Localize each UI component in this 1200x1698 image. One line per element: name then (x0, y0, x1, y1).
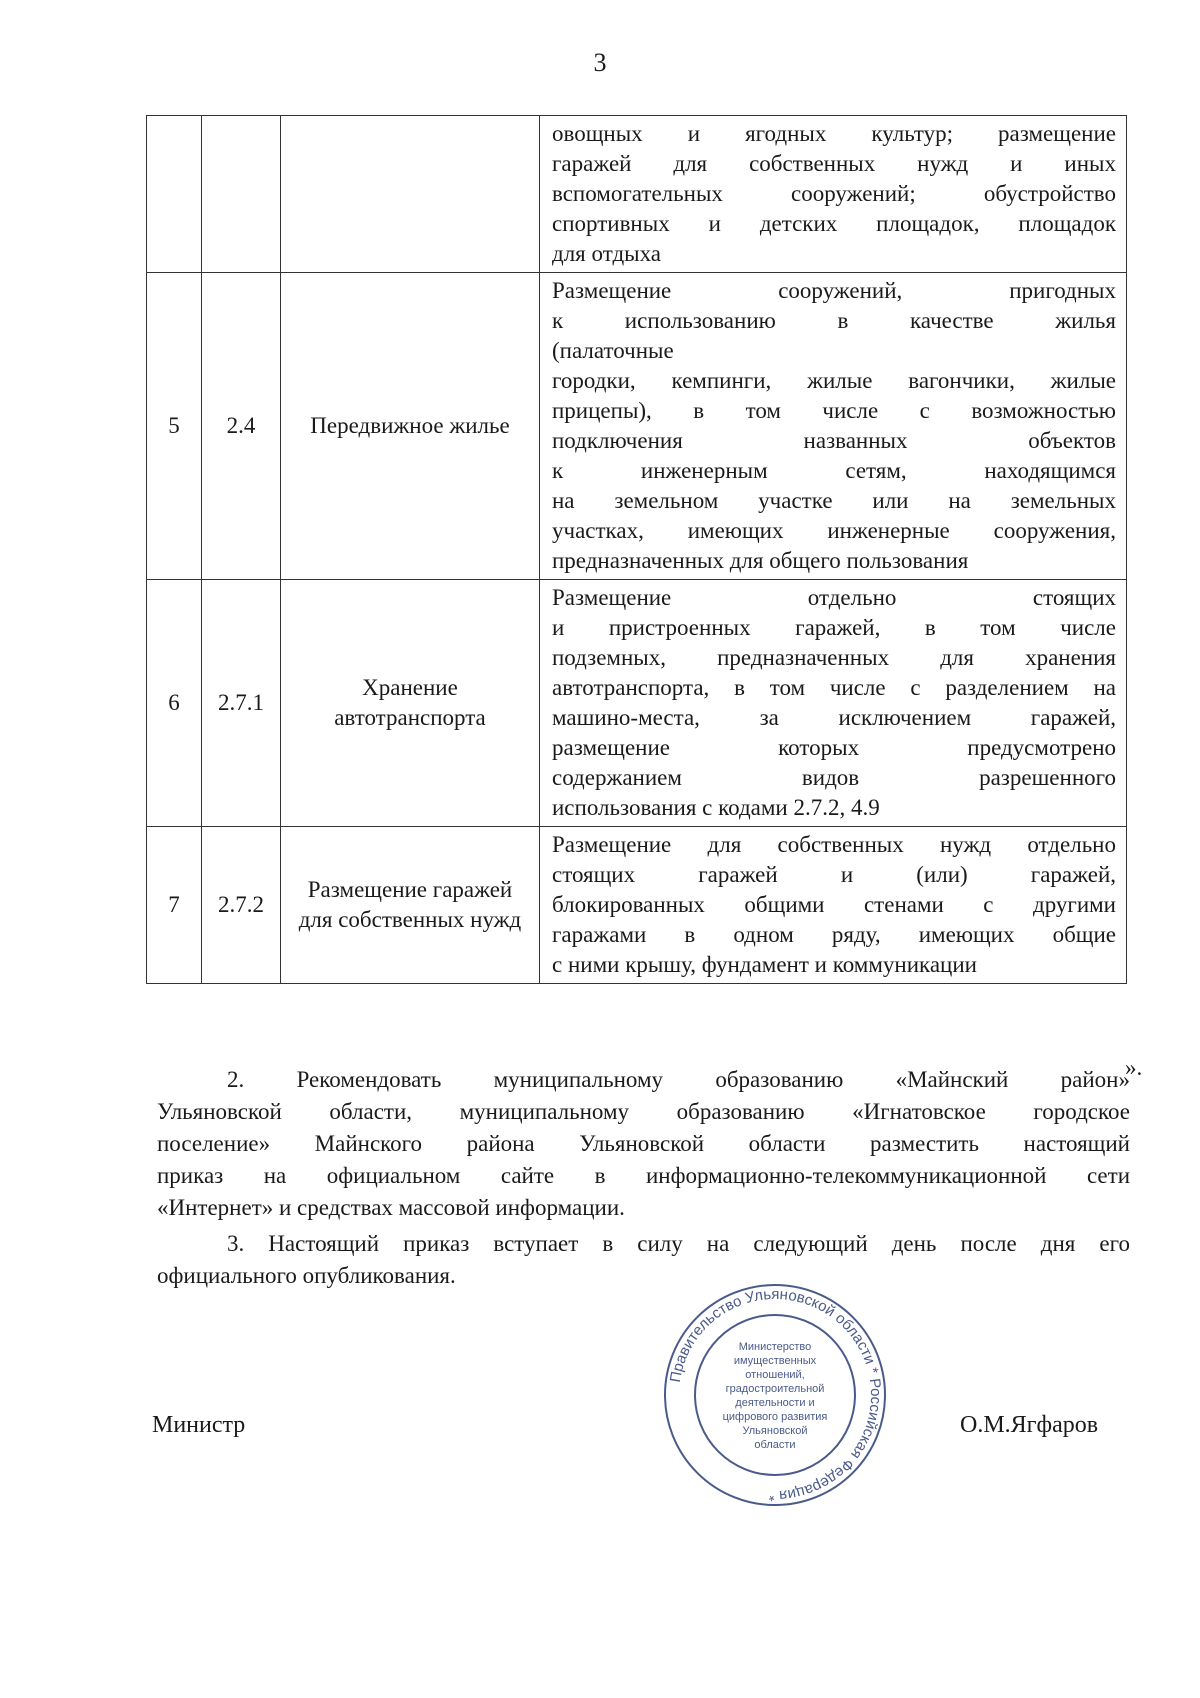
row-name-cell: Передвижное жилье (281, 273, 540, 580)
seal-inner-line: деятельности и (735, 1397, 815, 1409)
paragraph-line: Ульяновской области, муниципальному образованию «Игнатовское городское (157, 1099, 1130, 1124)
paragraph-line: 3. Настоящий приказ вступает в силу на следующий день после дня его (227, 1231, 1130, 1256)
description-line: автотранспорта, в том числе с разделением на (552, 675, 1116, 700)
description-line: спортивных и детских площадок, площадок (552, 211, 1116, 236)
description-line: овощных и ягодных культур; размещение (552, 121, 1116, 146)
paragraph-line: приказ на официальном сайте в информационно-телекоммуникационной сети (157, 1163, 1130, 1188)
row-number-cell: 5 (147, 273, 202, 580)
row-code-cell: 2.7.1 (202, 580, 281, 827)
table-closing-quote: ». (1125, 1055, 1143, 1080)
seal-inner-line: цифрового развития (722, 1411, 828, 1423)
row-number-cell (147, 116, 202, 273)
description-line: Размещение сооружений, пригодных (552, 278, 1116, 303)
seal-inner-line: Ульяновской (742, 1425, 808, 1437)
description-line: к инженерным сетям, находящимся (552, 458, 1116, 483)
seal-inner-ring (695, 1315, 855, 1475)
page-number: 3 (593, 48, 607, 77)
description-line: блокированных общими стенами с другими (552, 892, 1116, 917)
row-code-cell: 2.7.2 (202, 827, 281, 984)
seal-inner-line: отношений, (745, 1369, 805, 1381)
row-number-cell: 7 (147, 827, 202, 984)
description-line: Размещение для собственных нужд отдельно (552, 832, 1116, 857)
paragraph-line: 2. Рекомендовать муниципальному образованию «Майнский район» (227, 1067, 1130, 1092)
seal-inner-line: области (754, 1439, 796, 1451)
row-description-cell (540, 580, 1127, 827)
row-code-cell: 2.4 (202, 273, 281, 580)
description-line: на земельном участке или на земельных (552, 488, 1116, 513)
description-line: городки, кемпинги, жилые вагончики, жилые (552, 368, 1116, 393)
paragraph-line: официального опубликования. (157, 1263, 456, 1288)
seal-inner-line: Министерство (738, 1341, 812, 1353)
description-line: использования с кодами 2.7.2, 4.9 (552, 795, 880, 820)
description-line: вспомогательных сооружений; обустройство (552, 181, 1116, 206)
table-row (147, 827, 1127, 984)
row-description-cell (540, 116, 1127, 273)
description-line: Размещение отдельно стоящих (552, 585, 1116, 610)
description-line: размещение которых предусмотрено (552, 735, 1116, 760)
row-description-cell (540, 827, 1127, 984)
description-line: подземных, предназначенных для хранения (552, 645, 1116, 670)
row-description-cell (540, 273, 1127, 580)
row-number-cell: 6 (147, 580, 202, 827)
paragraph-2 (157, 1064, 1130, 1224)
description-line: к использованию в качестве жилья (552, 308, 1116, 333)
description-line: и пристроенных гаражей, в том числе (552, 615, 1116, 640)
row-name-cell (281, 116, 540, 273)
description-line: стоящих гаражей и (или) гаражей, (552, 862, 1116, 887)
signature-name: О.М.Ягфаров (960, 1412, 1099, 1438)
row-name-cell: Размещение гаражей для собственных нужд (281, 827, 540, 984)
description-line: участках, имеющих инженерные сооружения, (552, 518, 1116, 543)
table-row (147, 273, 1127, 580)
description-line: предназначенных для общего пользования (552, 548, 969, 573)
table-row (147, 116, 1127, 273)
seal-inner-text (723, 1341, 828, 1451)
row-name-cell: Хранение автотранспорта (281, 580, 540, 827)
description-line: прицепы), в том числе с возможностью (552, 398, 1116, 423)
description-line: машино-места, за исключением гаражей, (552, 705, 1116, 730)
paragraph-3 (157, 1228, 1130, 1292)
seal-outer-text: Правительство Ульяновской области * Российская Федерация * (666, 1285, 885, 1505)
seal-inner-line: имущественных (733, 1355, 817, 1367)
paragraph-line: «Интернет» и средствах массовой информации. (157, 1195, 625, 1220)
description-line: с ними крышу, фундамент и коммуникации (552, 952, 977, 977)
description-line: гаражей для собственных нужд и иных (552, 151, 1116, 176)
description-line: гаражами в одном ряду, имеющих общие (552, 922, 1116, 947)
signature-title: Министр (152, 1412, 246, 1438)
description-line: (палаточные (552, 338, 674, 363)
row-code-cell (202, 116, 281, 273)
description-line: содержанием видов разрешенного (552, 765, 1116, 790)
description-line: для отдыха (552, 241, 662, 266)
seal-inner-line: градостроительной (725, 1383, 825, 1395)
table-row (147, 580, 1127, 827)
description-line: подключения названных объектов (552, 428, 1116, 453)
official-seal-stamp (660, 1280, 890, 1510)
land-use-table (146, 115, 1127, 984)
paragraph-line: поселение» Майнского района Ульяновской области разместить настоящий (157, 1131, 1130, 1156)
